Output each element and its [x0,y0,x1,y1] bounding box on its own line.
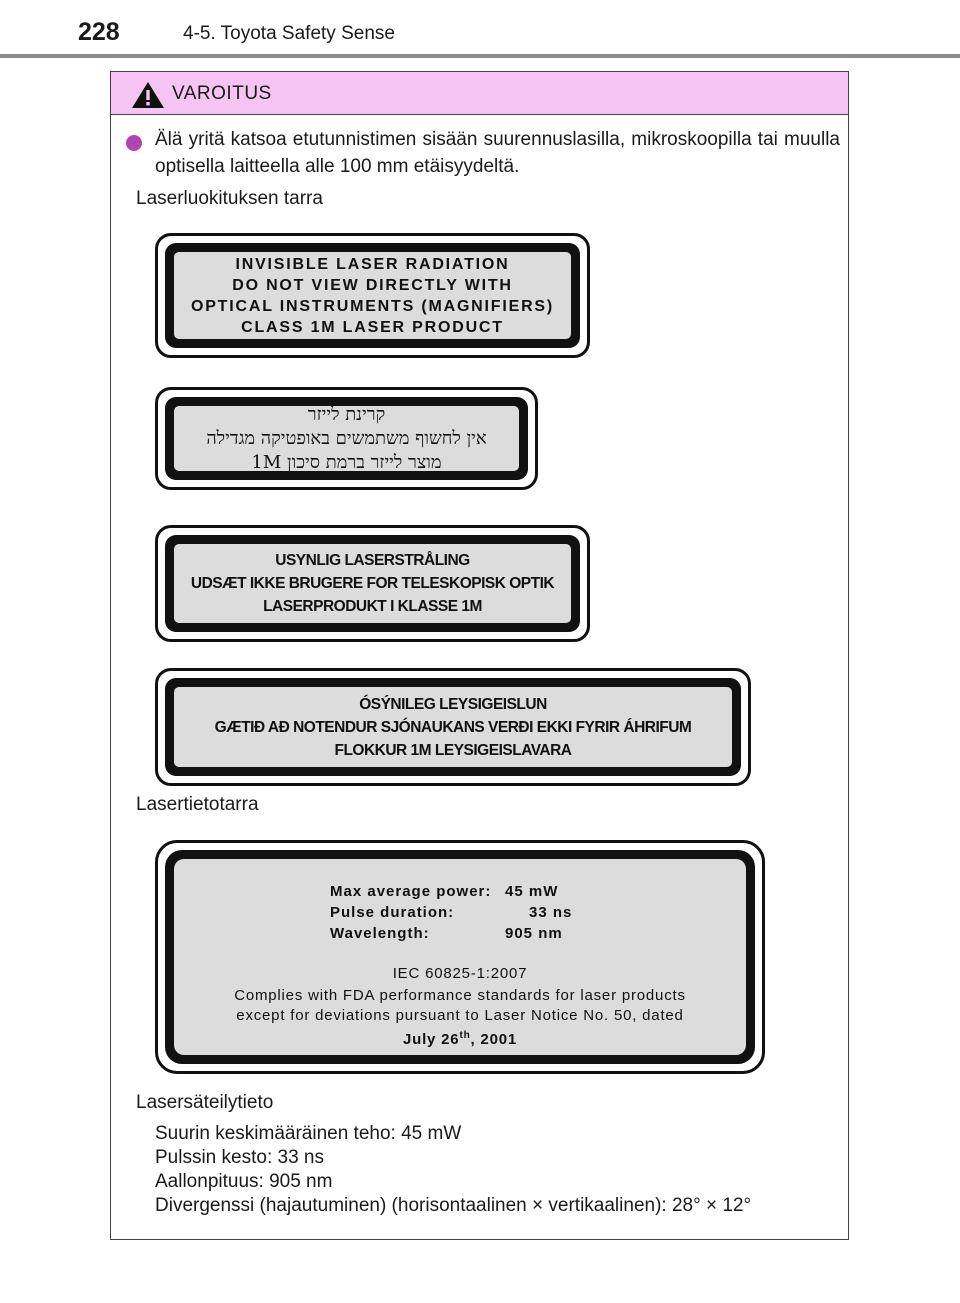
radiation-info-line: Aallonpituus: 905 nm [155,1171,333,1192]
label-danish-line: USYNLIG LASERSTRÅLING [275,552,470,569]
section-title: 4-5. Toyota Safety Sense [183,23,395,44]
warning-header [111,72,848,115]
radiation-heading: Lasersäteilytieto [136,1092,274,1113]
label-danish-line: LASERPRODUKT I KLASSE 1M [263,598,482,615]
laser-label-hebrew [155,387,538,490]
label-english-line: DO NOT VIEW DIRECTLY WITH [232,276,513,294]
spec-key: Wavelength: [330,925,430,942]
label-english-line: OPTICAL INSTRUMENTS (MAGNIFIERS) [190,297,555,315]
spec-value: 33 ns [529,904,573,921]
warning-triangle-icon [131,81,165,109]
spec-row [330,902,590,923]
date-text: July 26th, 2001 [402,1030,518,1048]
bullet-icon [126,135,142,151]
spec-row [330,881,590,902]
label-hebrew-line: אין לחשוף משתמשים באופטיקה מגדילה [206,427,487,449]
info-label-heading: Lasertietotarra [136,794,259,815]
compliance-text: except for deviations pursuant to Laser Notice No. 50, dated [236,1007,684,1024]
laser-label-danish [155,525,590,642]
spec-value: 905 nm [505,925,563,942]
radiation-info-line: Pulssin kesto: 33 ns [155,1147,324,1168]
laser-label-english [155,233,590,358]
label-english-line: INVISIBLE LASER RADIATION [235,255,510,273]
label-english-line: CLASS 1M LASER PRODUCT [241,318,504,336]
page-header [0,0,960,58]
spec-key: Max average power: [330,883,492,900]
header-rule [0,54,960,58]
radiation-info-line: Divergenssi (hajautuminen) (horisontaalinen × vertikaalinen): 28° × 12° [155,1195,752,1216]
laser-info-label [155,840,765,1074]
spec-row [330,923,590,944]
laser-label-icelandic [155,668,751,786]
label-icelandic-line: ÓSÝNILEG LEYSIGEISLUN [359,695,547,713]
classification-label-heading: Laserluokituksen tarra [136,188,323,209]
label-icelandic-line: GÆTIÐ AÐ NOTENDUR SJÓNAUKANS VERÐI EKKI FYRIR ÁHRIFUM [214,718,692,736]
page-number: 228 [78,18,120,46]
label-danish-line: UDSÆT IKKE BRUGERE FOR TELESKOPISK OPTIK [190,575,555,592]
warning-bullet-text: Älä yritä katsoa etutunnistimen sisään suurennuslasilla, mikroskoopilla tai muulla optisella laitteella alle 100 mm etäisyydeltä. [155,129,840,177]
standard-text: IEC 60825-1:2007 [392,965,528,982]
spec-value: 45 mW [505,883,559,900]
radiation-info-line: Suurin keskimääräinen teho: 45 mW [155,1123,462,1144]
spec-key: Pulse duration: [330,904,455,921]
warning-title: VAROITUS [172,83,272,104]
compliance-text: Complies with FDA performance standards for laser products [234,987,686,1004]
label-hebrew-line: קרינת לייזר [307,403,386,425]
label-icelandic-line: FLOKKUR 1M LEYSIGEISLAVARA [334,741,572,759]
label-hebrew-line: מוצר לייזר ברמת סיכון 1M [251,451,442,473]
